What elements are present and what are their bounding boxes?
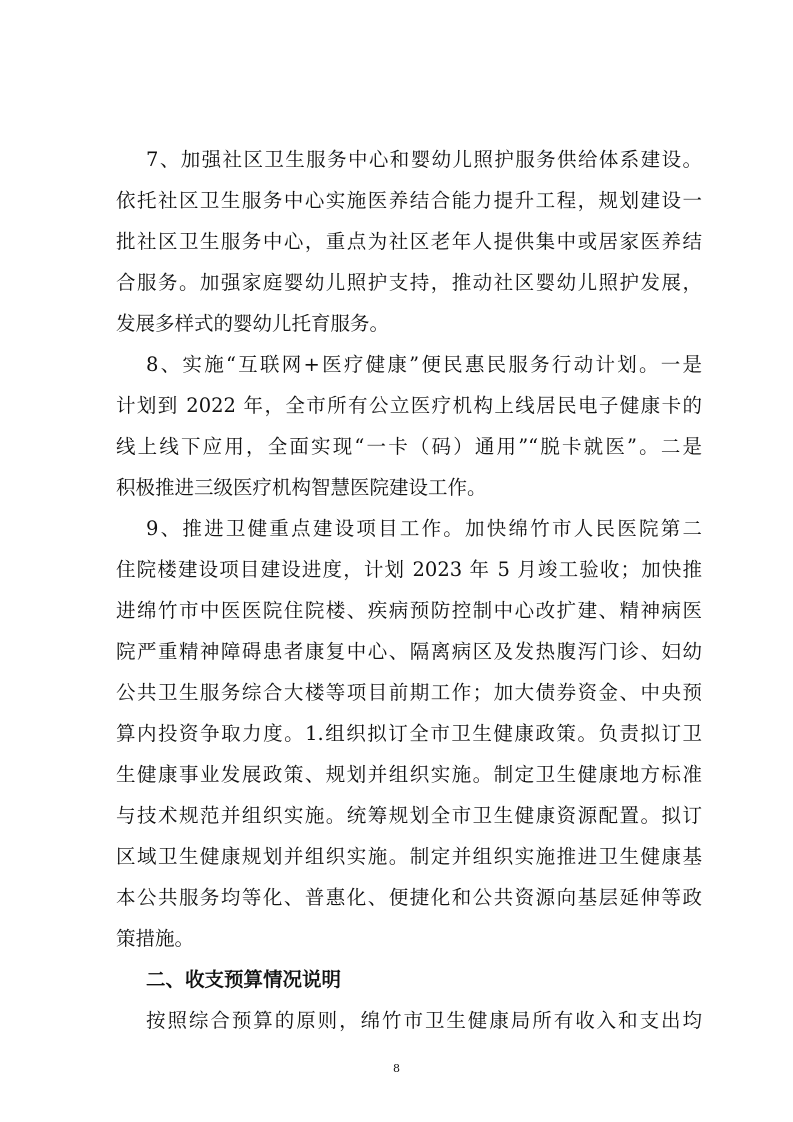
paragraph-9-line-11: 策措施。 <box>116 927 195 950</box>
paragraph-7-line-1: 7、加强社区卫生服务中心和婴幼儿照护服务供给体系建设。 <box>146 148 702 171</box>
paragraph-9-line-4: 院严重精神障碍患者康复中心、隔离病区及发热腹泻门诊、妇幼 <box>116 640 702 663</box>
paragraph-9-line-2: 住院楼建设项目建设进度，计划 2023 年 5 月竣工验收；加快推 <box>116 558 702 581</box>
paragraph-9-line-6: 算内投资争取力度。1.组织拟订全市卫生健康政策。负责拟订卫 <box>116 722 702 745</box>
paragraph-9-line-9: 区域卫生健康规划并组织实施。制定并组织实施推进卫生健康基 <box>116 845 702 868</box>
paragraph-9-line-8: 与技术规范并组织实施。统筹规划全市卫生健康资源配置。拟订 <box>116 804 702 827</box>
paragraph-8-line-4: 积极推进三级医疗机构智慧医院建设工作。 <box>116 476 487 499</box>
paragraph-9-line-5: 公共卫生服务综合大楼等项目前期工作；加大债券资金、中央预 <box>116 681 702 704</box>
paragraph-7-line-2: 依托社区卫生服务中心实施医养结合能力提升工程，规划建设一 <box>116 189 702 212</box>
paragraph-9-line-1: 9、推进卫健重点建设项目工作。加快绵竹市人民医院第二 <box>146 517 702 540</box>
paragraph-9-line-3: 进绵竹市中医医院住院楼、疾病预防控制中心改扩建、精神病医 <box>116 599 702 622</box>
paragraph-9-line-7: 生健康事业发展政策、规划并组织实施。制定卫生健康地方标准 <box>116 763 702 786</box>
closing-line: 按照综合预算的原则，绵竹市卫生健康局所有收入和支出均 <box>146 1009 702 1032</box>
page-number: 8 <box>393 1062 400 1075</box>
paragraph-9-line-10: 本公共服务均等化、普惠化、便捷化和公共资源向基层延伸等政 <box>116 886 702 909</box>
paragraph-8-line-3: 线上线下应用，全面实现“一卡（码）通用”“脱卡就医”。二是 <box>116 435 702 458</box>
paragraph-7-line-4: 合服务。加强家庭婴幼儿照护支持，推动社区婴幼儿照护发展， <box>116 271 702 294</box>
paragraph-7-line-3: 批社区卫生服务中心，重点为社区老年人提供集中或居家医养结 <box>116 230 702 253</box>
paragraph-8-line-2: 计划到 2022 年，全市所有公立医疗机构上线居民电子健康卡的 <box>116 394 702 417</box>
paragraph-8-line-1: 8、实施“互联网+医疗健康”便民惠民服务行动计划。一是 <box>146 353 702 376</box>
paragraph-7-line-5: 发展多样式的婴幼儿托育服务。 <box>116 312 390 335</box>
section-heading: 二、收支预算情况说明 <box>146 968 342 991</box>
